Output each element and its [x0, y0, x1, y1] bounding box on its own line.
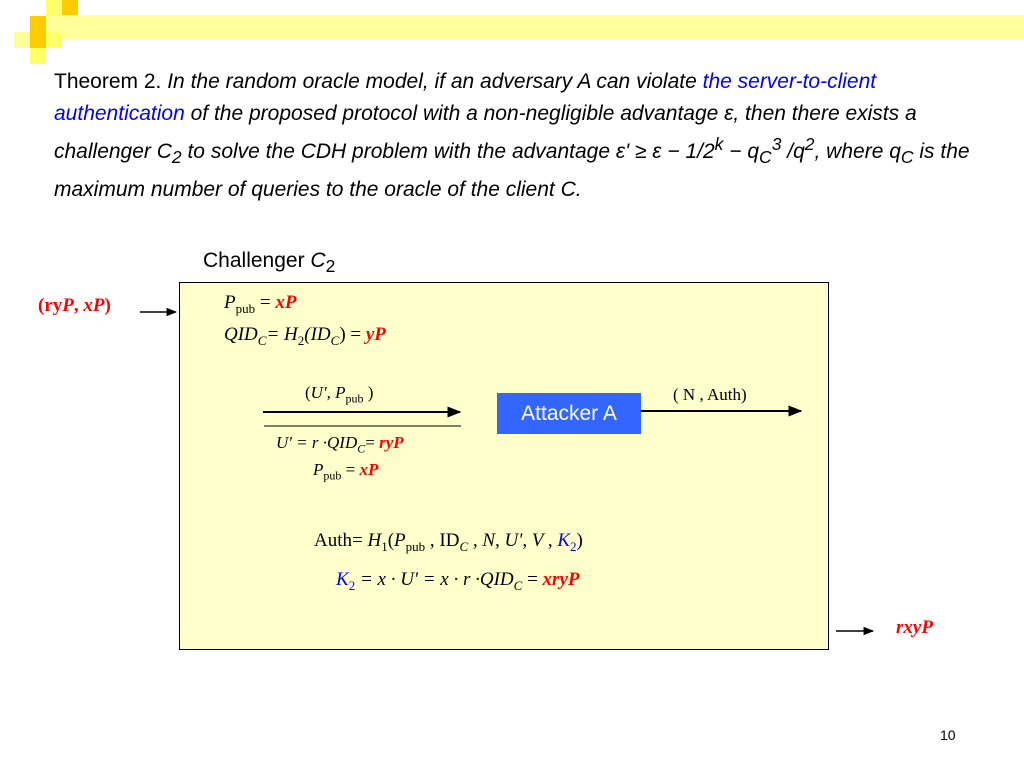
value-yp: yP: [365, 324, 386, 345]
subscript: C: [459, 538, 469, 554]
k2-expr: = x · U' = x · r ·QID: [355, 569, 514, 590]
subscript: C: [513, 577, 523, 593]
equals: =: [341, 460, 360, 479]
equals: =: [522, 569, 543, 590]
var-p: P: [224, 292, 236, 313]
subscript: pub: [235, 300, 256, 316]
paren: (: [305, 383, 311, 402]
highlighted-term: the server-to-client authentication: [54, 70, 877, 125]
hash-h: H: [367, 530, 382, 551]
var-p: P: [394, 530, 406, 551]
value-ryp: ryP: [379, 433, 404, 452]
theorem-text: In the random oracle model, if an adversary A can violate: [167, 70, 703, 93]
subscript: 1: [381, 538, 388, 554]
subscript: C: [357, 441, 366, 456]
theorem-text: is the maximum number of queries to the oracle of the client C.: [54, 140, 970, 201]
u-expr: U' = r ·QID: [276, 433, 358, 452]
theorem-label: Theorem 2.: [54, 70, 168, 93]
label-var: C: [310, 249, 326, 272]
theorem-text: , where q: [814, 140, 901, 163]
input-p: P: [92, 295, 105, 316]
auth-vars: , N, U', V ,: [468, 530, 558, 551]
message-vars: U', P: [310, 383, 346, 402]
equals: =: [255, 292, 276, 313]
superscript: 2: [804, 134, 815, 154]
subscript: 2: [348, 577, 356, 593]
var-k: K: [557, 530, 571, 551]
comma: ,: [73, 295, 84, 316]
hash-h: = H: [266, 324, 298, 345]
value-xp: xP: [359, 460, 379, 479]
subscript: 2: [297, 332, 305, 348]
theorem-text: − q: [723, 140, 760, 163]
subscript: C: [759, 147, 772, 168]
subscript: C: [900, 147, 914, 168]
auth-label: Auth=: [314, 530, 368, 551]
subscript: 2: [325, 256, 336, 277]
paren: (: [38, 295, 45, 316]
superscript: k: [714, 134, 724, 154]
paren: (: [387, 530, 395, 551]
page-number: 10: [940, 727, 956, 743]
equals: ) =: [339, 324, 366, 345]
input-x: x: [83, 295, 93, 316]
var-k: K: [336, 569, 349, 590]
id-term: , ID: [425, 530, 460, 551]
value-xp: xP: [275, 292, 297, 313]
var-qid: QID: [224, 324, 258, 345]
message-from-attacker: ( N , Auth): [673, 385, 747, 404]
theorem-text: to solve the CDH problem with the advantage ε' ≥ ε − 1/2: [181, 140, 715, 163]
theorem-text: of the proposed protocol with a non-negligible advantage ε, then there exists a challenger C: [54, 101, 917, 163]
subscript: C: [330, 332, 340, 348]
value-xryp: xryP: [542, 569, 580, 590]
theorem-text: /q: [781, 140, 805, 163]
challenger-output: rxyP: [896, 617, 933, 638]
subscript: pub: [405, 538, 426, 554]
superscript: 3: [771, 134, 782, 154]
id-term: (ID: [304, 324, 331, 345]
equals: =: [365, 433, 380, 452]
subscript: C: [257, 332, 267, 348]
attacker-label: Attacker A: [521, 401, 617, 425]
input-ry: ry: [44, 295, 63, 316]
subscript: 2: [171, 147, 182, 168]
paren: ): [363, 383, 374, 402]
input-p: P: [62, 295, 74, 316]
paren: ): [104, 295, 111, 316]
subscript: 2: [570, 538, 577, 554]
subscript: pub: [345, 391, 364, 406]
paren: ): [576, 530, 583, 551]
label-text: Challenger: [203, 249, 311, 272]
subscript: pub: [323, 468, 342, 483]
var-p: P: [313, 460, 324, 479]
